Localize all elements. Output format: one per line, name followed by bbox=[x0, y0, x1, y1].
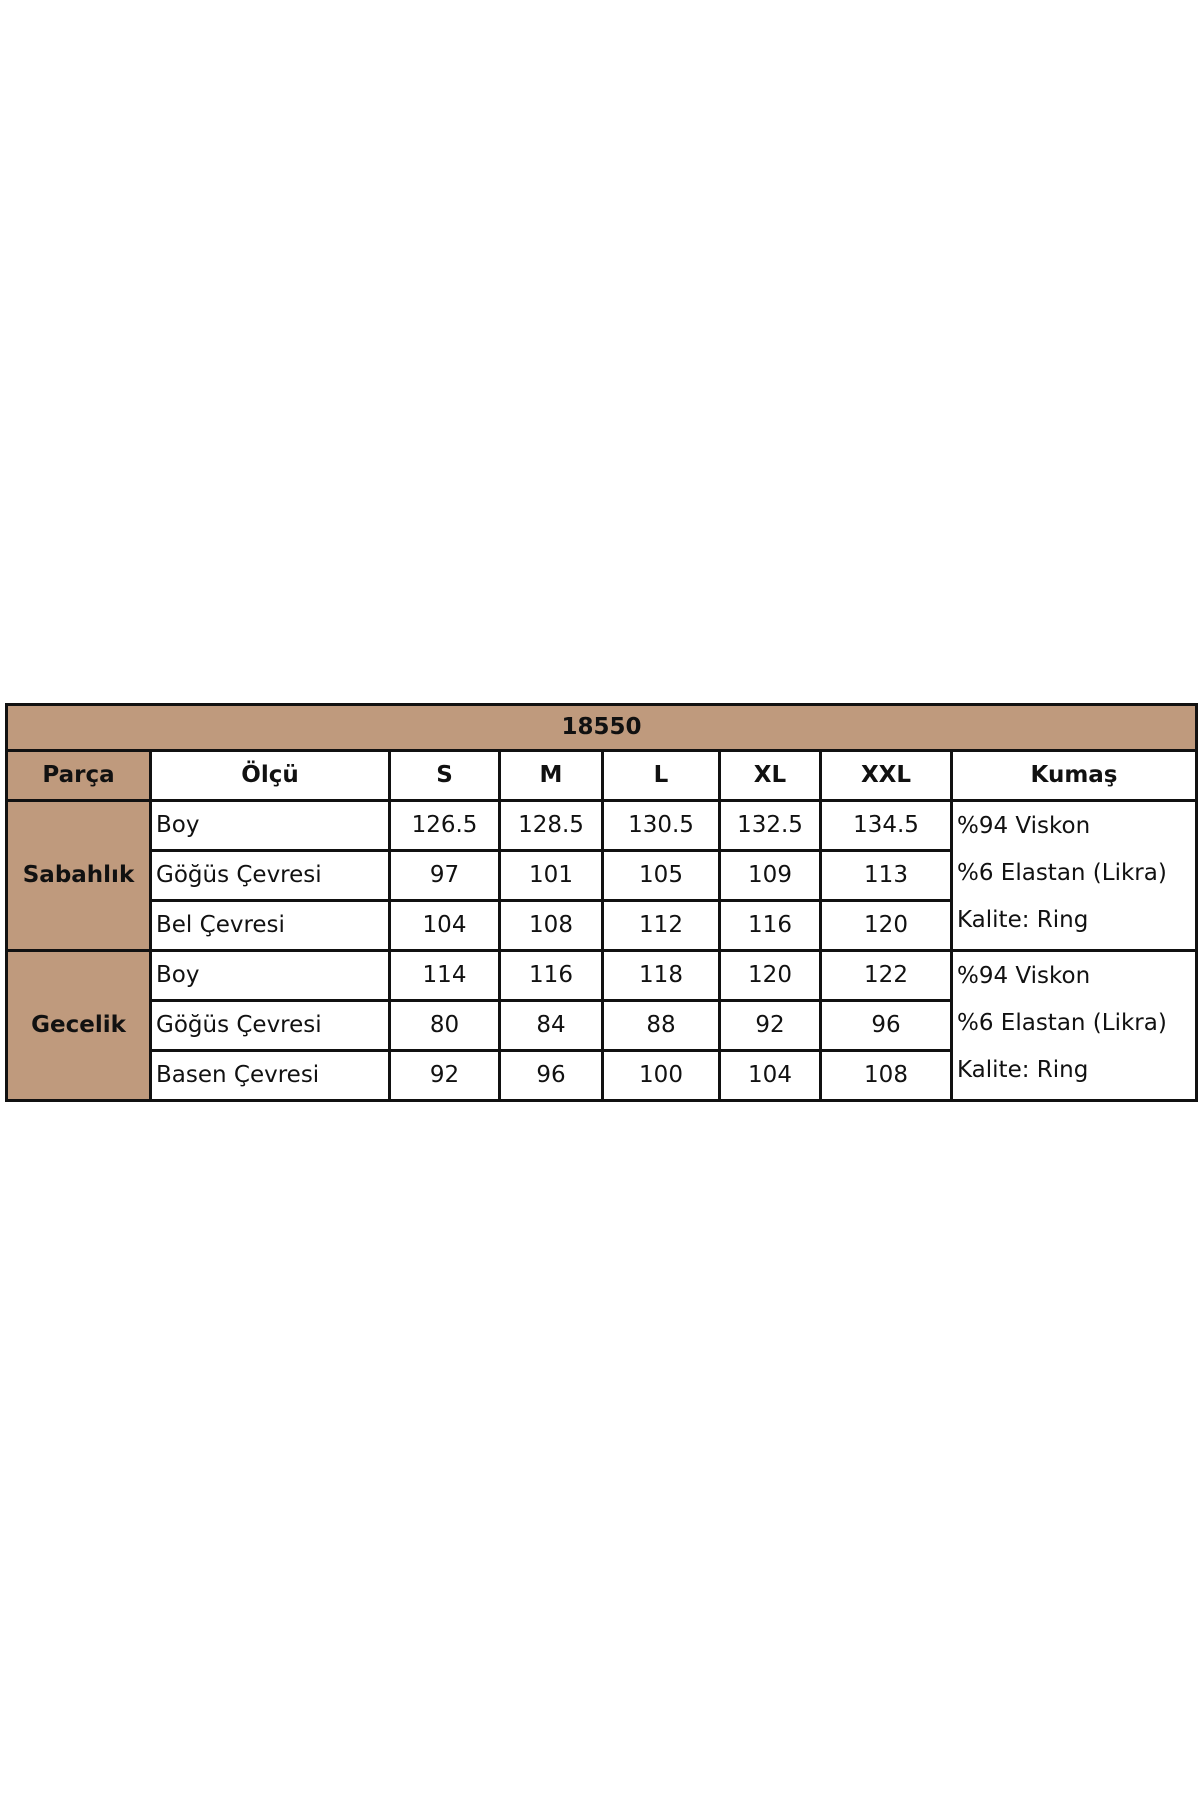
value-cell: 92 bbox=[390, 1051, 500, 1101]
value-cell: 113 bbox=[821, 851, 952, 901]
fabric-cell-sabahlik bbox=[952, 801, 1197, 951]
table-row bbox=[7, 801, 1197, 851]
value-cell: 122 bbox=[821, 951, 952, 1001]
value-cell: 130.5 bbox=[603, 801, 720, 851]
value-cell: 100 bbox=[603, 1051, 720, 1101]
header-size-m: M bbox=[500, 751, 603, 801]
value-cell: 96 bbox=[500, 1051, 603, 1101]
value-cell: 126.5 bbox=[390, 801, 500, 851]
value-cell: 134.5 bbox=[821, 801, 952, 851]
fabric-line: %6 Elastan (Likra) bbox=[957, 860, 1167, 886]
fabric-line: Kalite: Ring bbox=[957, 1057, 1089, 1083]
value-cell: 120 bbox=[720, 951, 821, 1001]
fabric-line: %94 Viskon bbox=[957, 963, 1091, 989]
header-size-xxl: XXL bbox=[821, 751, 952, 801]
value-cell: 101 bbox=[500, 851, 603, 901]
value-cell: 104 bbox=[720, 1051, 821, 1101]
header-size-l: L bbox=[603, 751, 720, 801]
value-cell: 114 bbox=[390, 951, 500, 1001]
part-label-sabahlik: Sabahlık bbox=[7, 801, 151, 951]
header-part: Parça bbox=[7, 751, 151, 801]
value-cell: 120 bbox=[821, 901, 952, 951]
header-measure: Ölçü bbox=[151, 751, 390, 801]
fabric-line: %94 Viskon bbox=[957, 813, 1091, 839]
value-cell: 97 bbox=[390, 851, 500, 901]
size-chart-table bbox=[5, 703, 1198, 1102]
value-cell: 80 bbox=[390, 1001, 500, 1051]
value-cell: 128.5 bbox=[500, 801, 603, 851]
measure-label: Bel Çevresi bbox=[151, 901, 390, 951]
table-row bbox=[7, 951, 1197, 1001]
header-size-s: S bbox=[390, 751, 500, 801]
fabric-line: %6 Elastan (Likra) bbox=[957, 1010, 1167, 1036]
value-cell: 112 bbox=[603, 901, 720, 951]
measure-label: Basen Çevresi bbox=[151, 1051, 390, 1101]
value-cell: 118 bbox=[603, 951, 720, 1001]
measure-label: Boy bbox=[151, 951, 390, 1001]
value-cell: 88 bbox=[603, 1001, 720, 1051]
value-cell: 105 bbox=[603, 851, 720, 901]
header-size-xl: XL bbox=[720, 751, 821, 801]
value-cell: 96 bbox=[821, 1001, 952, 1051]
value-cell: 132.5 bbox=[720, 801, 821, 851]
value-cell: 108 bbox=[500, 901, 603, 951]
header-fabric: Kumaş bbox=[952, 751, 1197, 801]
measure-label: Boy bbox=[151, 801, 390, 851]
part-label-gecelik: Gecelik bbox=[7, 951, 151, 1101]
value-cell: 92 bbox=[720, 1001, 821, 1051]
fabric-cell-gecelik bbox=[952, 951, 1197, 1101]
value-cell: 116 bbox=[720, 901, 821, 951]
value-cell: 108 bbox=[821, 1051, 952, 1101]
measure-label: Göğüs Çevresi bbox=[151, 851, 390, 901]
value-cell: 84 bbox=[500, 1001, 603, 1051]
value-cell: 116 bbox=[500, 951, 603, 1001]
fabric-line: Kalite: Ring bbox=[957, 907, 1089, 933]
value-cell: 104 bbox=[390, 901, 500, 951]
table-title: 18550 bbox=[7, 705, 1197, 751]
value-cell: 109 bbox=[720, 851, 821, 901]
measure-label: Göğüs Çevresi bbox=[151, 1001, 390, 1051]
